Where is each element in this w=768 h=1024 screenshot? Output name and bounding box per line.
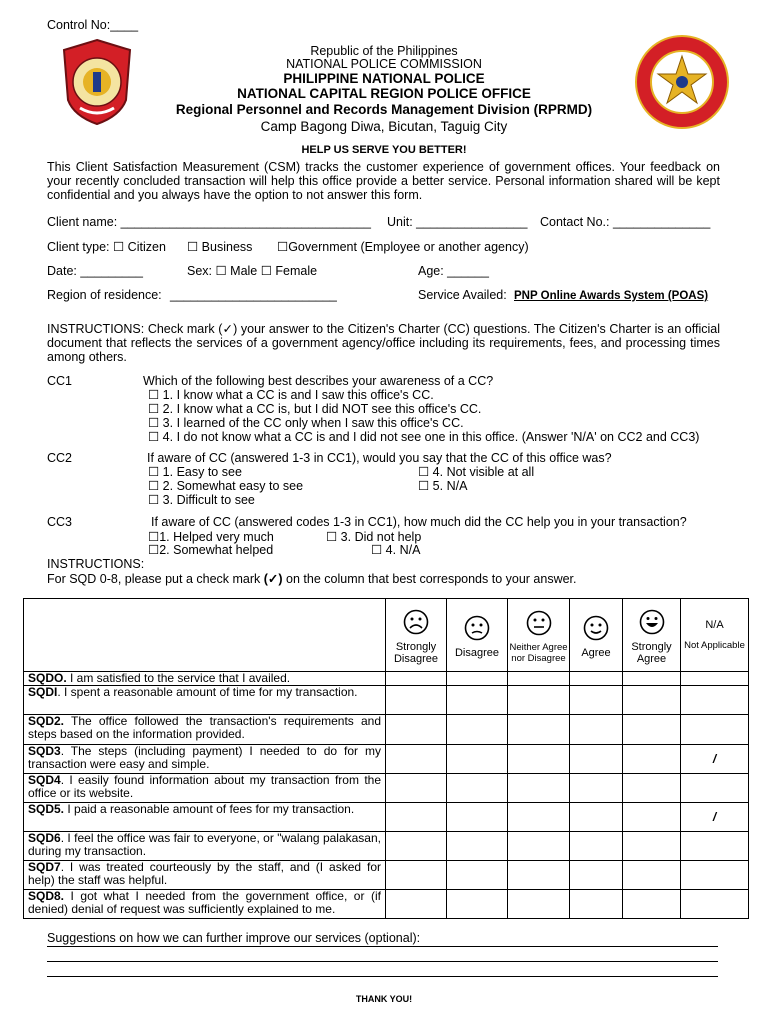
sqd-text: . The steps (including payment) I needed to do for my transaction were easy and simple. [28, 744, 381, 771]
sqd-text: I am satisfied to the service that I availed. [66, 671, 291, 685]
rating-cell-neutral[interactable] [508, 745, 570, 774]
rating-cell-disagree[interactable] [447, 803, 508, 832]
sqd-row [24, 861, 749, 890]
cc3-label: CC3 [47, 515, 73, 529]
rating-cell-na[interactable] [681, 861, 749, 890]
rating-cell-disagree[interactable] [447, 861, 508, 890]
rating-cell-agree[interactable] [570, 774, 623, 803]
cc1-option-1[interactable]: ☐ 1. I know what a CC is and I saw this office's CC. [148, 388, 434, 402]
sad-face-icon [464, 615, 490, 641]
sqd-text: . I easily found information about my transaction from the office or its website. [28, 773, 381, 800]
rating-cell-agree[interactable] [570, 715, 623, 745]
rating-cell-disagree[interactable] [447, 745, 508, 774]
rating-cell-disagree[interactable] [447, 890, 508, 919]
rating-cell-na[interactable] [681, 715, 749, 745]
cc1-option-2[interactable]: ☐ 2. I know what a CC is, but I did NOT see this office's CC. [148, 402, 482, 416]
rating-cell-na[interactable]: / [681, 803, 749, 832]
rating-cell-na[interactable]: / [681, 745, 749, 774]
cc3-option-3[interactable]: ☐ 3. Did not help [326, 530, 422, 544]
sqd-text: . I spent a reasonable amount of time for my transaction. [57, 685, 358, 699]
cc2-option-2[interactable]: ☐ 2. Somewhat easy to see [148, 479, 304, 493]
sqd-instructions-text-before: For SQD 0-8, please put a check mark [47, 572, 264, 586]
rating-cell-strongly-disagree[interactable] [386, 890, 447, 919]
rating-cell-na[interactable] [681, 832, 749, 861]
service-label: Service Availed: [418, 288, 507, 302]
suggestion-line-1[interactable] [47, 946, 718, 947]
rating-label-agree: Agree [581, 647, 611, 659]
sqd-header-blank [24, 599, 386, 672]
unit-field[interactable]: Unit: ________________ [387, 215, 528, 229]
sqd-code: SQD2. [28, 714, 65, 728]
rating-cell-strongly-agree[interactable] [623, 832, 681, 861]
sqd-code: SQD3 [28, 744, 61, 758]
sqd-row [24, 715, 749, 745]
suggestion-line-3[interactable] [47, 976, 718, 977]
sqd-question [24, 832, 386, 861]
rating-label-strongly-agree: Strongly Agree [631, 641, 672, 665]
cc2-question: If aware of CC (answered 1-3 in CC1), would you say that the CC of this office was? [147, 451, 612, 465]
rating-cell-strongly-agree[interactable] [623, 672, 681, 686]
sqd-table [23, 598, 749, 919]
rating-cell-disagree[interactable] [447, 832, 508, 861]
big-smile-face-icon [639, 609, 665, 635]
sqd-row [24, 774, 749, 803]
cc3-option-1[interactable]: ☐1. Helped very much [148, 530, 274, 544]
service-value: PNP Online Awards System (POAS) [514, 290, 709, 302]
sqd-code: SQD8. [28, 889, 65, 903]
sex-field[interactable]: Sex: ☐ Male ☐ Female [187, 264, 318, 278]
header-ncrpo: NATIONAL CAPITAL REGION POLICE OFFICE [237, 86, 531, 101]
sqd-question [24, 686, 386, 715]
rating-cell-neutral[interactable] [508, 672, 570, 686]
rating-cell-strongly-disagree[interactable] [386, 745, 447, 774]
sqd-row [24, 745, 749, 774]
rating-cell-strongly-agree[interactable] [623, 715, 681, 745]
sqd-question [24, 890, 386, 919]
rating-cell-disagree[interactable] [447, 774, 508, 803]
sqd-row [24, 672, 749, 686]
suggestion-line-2[interactable] [47, 961, 718, 962]
rating-header-agree [570, 599, 623, 672]
header-address: Camp Bagong Diwa, Bicutan, Taguig City [260, 119, 508, 134]
cc2-option-1[interactable]: ☐ 1. Easy to see [148, 465, 242, 479]
sqd-question [24, 672, 386, 686]
date-field[interactable]: Date: _________ [47, 264, 143, 278]
control-number: Control No:____ [47, 18, 139, 32]
cc3-option-2[interactable]: ☐2. Somewhat helped [148, 543, 274, 557]
very-sad-face-icon [403, 609, 429, 635]
region-label: Region of residence: [47, 288, 162, 302]
rating-cell-strongly-disagree[interactable] [386, 832, 447, 861]
cc2-option-5[interactable]: ☐ 5. N/A [418, 479, 468, 493]
rating-header-strongly-disagree [386, 599, 447, 672]
sqd-question [24, 774, 386, 803]
sqd-text: . I feel the office was fair to everyone, or "walang palakasan, during my transaction. [28, 831, 381, 858]
neutral-face-icon [526, 610, 552, 636]
cc3-option-4[interactable]: ☐ 4. N/A [371, 543, 421, 557]
rating-cell-na[interactable] [681, 774, 749, 803]
header-napolcom: NATIONAL POLICE COMMISSION [286, 57, 482, 71]
sqd-code: SQD5. [28, 802, 65, 816]
header-rprmd: Regional Personnel and Records Management Division (RPRMD) [175, 102, 593, 117]
sqd-code: SQDO. [28, 671, 67, 685]
header-republic: Republic of the Philippines [310, 44, 458, 58]
rating-cell-strongly-agree[interactable] [623, 774, 681, 803]
sqd-instructions-title: INSTRUCTIONS: [47, 557, 145, 571]
client-name-field[interactable]: Client name: ____________________________________ [47, 215, 371, 229]
rating-cell-agree[interactable] [570, 686, 623, 715]
thank-you: THANK YOU! [355, 994, 413, 1004]
sqd-text: The office followed the transaction's requirements and steps based on the information provided. [28, 714, 381, 741]
rating-cell-agree[interactable] [570, 890, 623, 919]
sqd-instructions-text-after: on the column that best corresponds to your answer. [282, 572, 577, 586]
sqd-text: I paid a reasonable amount of fees for my transaction. [64, 802, 355, 816]
suggestions-label: Suggestions on how we can further improve our services (optional): [47, 931, 421, 945]
age-field[interactable]: Age: ______ [418, 264, 489, 278]
sqd-code: SQD6 [28, 831, 61, 845]
rating-cell-neutral[interactable] [508, 832, 570, 861]
rating-label-strongly-disagree: Strongly Disagree [393, 641, 439, 665]
rating-cell-na[interactable] [681, 890, 749, 919]
rating-cell-neutral[interactable] [508, 861, 570, 890]
client-type-business[interactable]: ☐ Business [187, 240, 253, 254]
sqd-instructions [47, 572, 577, 586]
client-type-citizen[interactable]: Client type: ☐ Citizen [47, 240, 166, 254]
sqd-instructions-check: (✓) [263, 572, 283, 586]
cc1-question: Which of the following best describes your awareness of a CC? [143, 374, 494, 388]
client-type-government[interactable]: ☐Government (Employee or another agency) [277, 240, 529, 254]
banner: HELP US SERVE YOU BETTER! [301, 144, 467, 156]
rating-label-neutral: Neither Agree nor Disagree [509, 642, 568, 664]
rating-cell-strongly-agree[interactable] [623, 890, 681, 919]
sqd-question [24, 745, 386, 774]
sqd-row [24, 686, 749, 715]
na-label-full: Not Applicable [684, 640, 745, 651]
sqd-question [24, 861, 386, 890]
cc-instructions: INSTRUCTIONS: Check mark (✓) your answer to the Citizen's Charter (CC) questions. The Citizen's Charter is an official document that reflects the services of a government agency/office including its requirements, fees, and processing times among others. [47, 322, 720, 364]
rating-cell-strongly-disagree[interactable] [386, 774, 447, 803]
rating-cell-disagree[interactable] [447, 686, 508, 715]
rating-cell-strongly-disagree[interactable] [386, 861, 447, 890]
sqd-text: I got what I needed from the government office, or (if denied) denial of request was sufficiently explained to me. [28, 889, 381, 916]
na-label: N/A [705, 619, 724, 631]
intro-paragraph: This Client Satisfaction Measurement (CSM) tracks the customer experience of government offices. Your feedback on your recently concluded transaction will help this office provide a better service. Personal information shared will be kept confidential and you always have the option to not answer this form. [47, 160, 720, 202]
rating-cell-agree[interactable] [570, 803, 623, 832]
rating-cell-strongly-agree[interactable] [623, 745, 681, 774]
rating-cell-na[interactable] [681, 686, 749, 715]
sqd-header-row [24, 599, 749, 672]
rating-cell-agree[interactable] [570, 861, 623, 890]
cc3-question: If aware of CC (answered codes 1-3 in CC1), how much did the CC help you in your transaction? [151, 515, 687, 529]
rating-cell-neutral[interactable] [508, 686, 570, 715]
rating-cell-neutral[interactable] [508, 715, 570, 745]
rating-header-disagree [447, 599, 508, 672]
rating-cell-agree[interactable] [570, 745, 623, 774]
cc2-option-3[interactable]: ☐ 3. Difficult to see [148, 493, 255, 507]
cc1-option-3[interactable]: ☐ 3. I learned of the CC only when I saw this office's CC. [148, 416, 464, 430]
sqd-row [24, 890, 749, 919]
rating-cell-strongly-disagree[interactable] [386, 803, 447, 832]
rating-cell-disagree[interactable] [447, 672, 508, 686]
rating-label-disagree: Disagree [454, 647, 500, 659]
sqd-question [24, 803, 386, 832]
rating-cell-strongly-agree[interactable] [623, 686, 681, 715]
sqd-text: . I was treated courteously by the staff, and (I asked for help) the staff was helpful. [28, 860, 381, 887]
rating-cell-agree[interactable] [570, 832, 623, 861]
cc2-option-4[interactable]: ☐ 4. Not visible at all [418, 465, 535, 479]
sqd-row [24, 803, 749, 832]
rating-cell-neutral[interactable] [508, 774, 570, 803]
rating-cell-neutral[interactable] [508, 803, 570, 832]
sqd-row [24, 832, 749, 861]
rating-cell-strongly-agree[interactable] [623, 803, 681, 832]
rating-cell-strongly-disagree[interactable] [386, 715, 447, 745]
rating-cell-disagree[interactable] [447, 715, 508, 745]
rating-cell-neutral[interactable] [508, 890, 570, 919]
rating-cell-na[interactable] [681, 672, 749, 686]
sqd-code: SQDI [28, 685, 58, 699]
sqd-code: SQD4 [28, 773, 61, 787]
rating-header-na [681, 599, 749, 672]
cc2-label: CC2 [47, 451, 73, 465]
sqd-code: SQD7 [28, 860, 61, 874]
rating-cell-strongly-disagree[interactable] [386, 672, 447, 686]
rating-cell-strongly-disagree[interactable] [386, 686, 447, 715]
header-pnp: PHILIPPINE NATIONAL POLICE [283, 71, 485, 86]
cc1-label: CC1 [47, 374, 73, 388]
rating-cell-agree[interactable] [570, 672, 623, 686]
region-field[interactable]: ________________________ [170, 288, 337, 302]
sqd-question [24, 715, 386, 745]
rating-cell-strongly-agree[interactable] [623, 861, 681, 890]
smile-face-icon [583, 615, 609, 641]
rating-header-neutral [508, 599, 570, 672]
contact-field[interactable]: Contact No.: ______________ [540, 215, 711, 229]
cc1-option-4[interactable]: ☐ 4. I do not know what a CC is and I did not see one in this office. (Answer 'N/A' on CC2 and CC3) [148, 430, 700, 444]
rating-header-strongly-agree [623, 599, 681, 672]
